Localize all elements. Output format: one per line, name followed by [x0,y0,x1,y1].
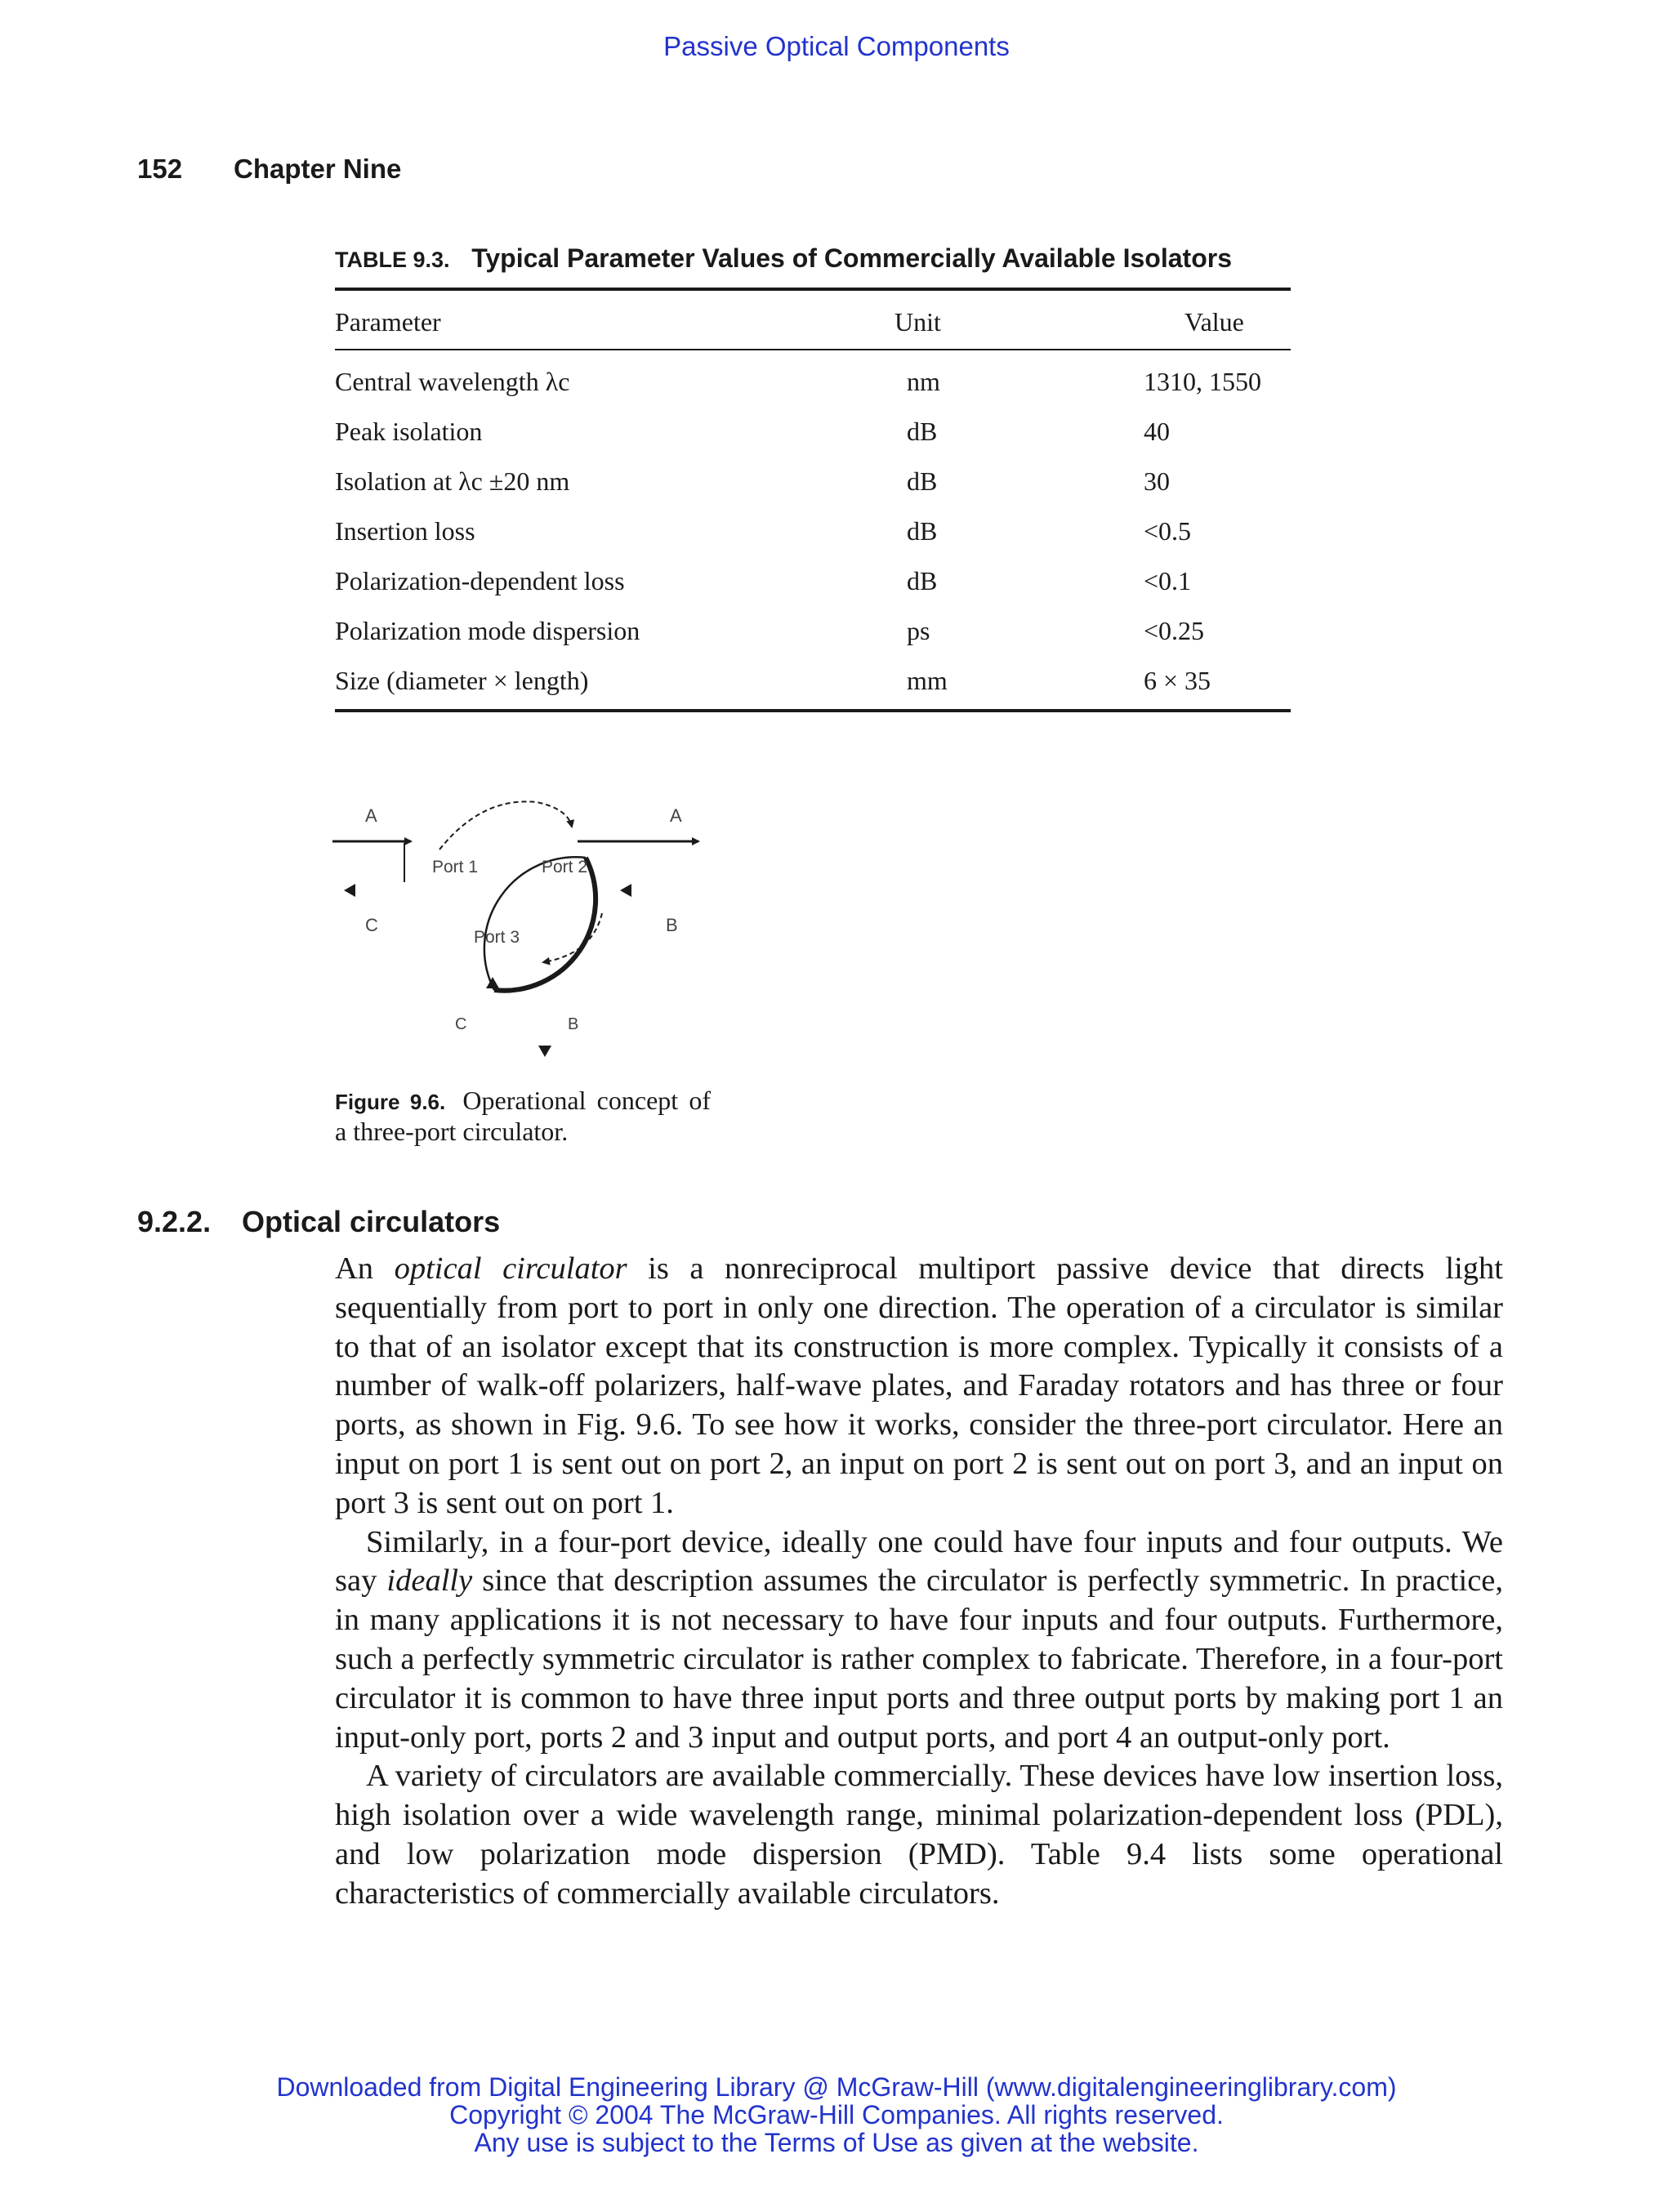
cell-value: <0.25 [1144,616,1205,645]
footer-terms: Any use is subject to the Terms of Use as given at the website. [474,2128,1199,2157]
table-title: Typical Parameter Values of Commercially Available Isolators [471,243,1232,273]
section-title: Optical circulators [242,1205,501,1238]
label-port1: Port 1 [432,858,479,876]
figure-caption-text: Operational concept of a three-port circulator. [335,1086,711,1147]
cell-unit: dB [907,516,938,546]
column-header-value: Value [1144,289,1291,350]
return-arrow-right-icon [620,884,631,897]
figure-caption [335,1085,711,1148]
circulator-diagram [323,760,715,1070]
footer-copyright: Copyright © 2004 The McGraw-Hill Companies. All rights reserved. [449,2100,1224,2129]
p2-text-rest: since that description assumes the circulator is perfectly symmetric. In practice, in many applications it is not necessary to have four inputs and four outputs. Furthermore, such a perfectly symmetric circulator is rather complex to fabricate. Therefore, in a four-port circulator it is common to have three input ports and three output ports by making port 1 an input-only port, ports 2 and 3 input and output ports, and port 4 an output-only port. [335,1563,1503,1755]
cell-parameter: Peak isolation [335,417,483,446]
label-port2: Port 2 [542,858,588,876]
cell-value: <0.5 [1144,516,1192,546]
return-arrow-left-icon [344,884,355,897]
body-text [335,1250,1503,1914]
p2-text-start: Similarly, in a four-port device, ideally one could have four inputs and four outputs. We say [335,1524,1503,1599]
table-label: TABLE 9.3. [335,248,450,272]
p1-emphasis: optical circulator [394,1251,627,1286]
cell-value: 1310, 1550 [1144,367,1261,396]
table-row [335,407,1291,457]
column-header-unit: Unit [894,289,1144,350]
cell-parameter: Central wavelength λc [335,367,570,396]
column-header-parameter: Parameter [335,289,894,350]
circulator-ring-thin-arc [484,857,586,990]
paragraph-2 [335,1523,1503,1758]
p1-text-rest: is a nonreciprocal multiport passive device that directs light sequentially from port to port in only one direction. The operation of a circulator is similar to that of an isolator except that its construction is more complex. Typically it consists of a number of walk-off polarizers, half-wave plates, and Faraday rotators and has three or four ports, as shown in Fig. 9.6. To see how it works, consider the three-port circulator. Here an input on port 1 is sent out on port 2, an input on port 2 is sent out on port 3, and an input on port 3 is sent out on port 1. [335,1251,1504,1520]
routing-arrow-port1-to-port2 [439,801,572,850]
table-row [335,457,1291,506]
port3-up-arrow-icon [486,977,499,988]
cell-value: <0.1 [1144,566,1192,595]
paragraph-3: A variety of circulators are available commercially. These devices have low insertion loss, high isolation over a wide wavelength range, minimal polarization-dependent loss (PDL), and low polarization mode dispersion (PMD). Table 9.4 lists some operational characteristics of commercially available circulators. [335,1759,1503,1911]
cell-unit: dB [907,566,938,595]
circulator-ring-thick-arc [494,858,596,991]
section-number: 9.2.2. [137,1205,212,1238]
cell-value: 40 [1144,417,1170,446]
cell-unit: nm [907,367,940,396]
label-c-bottom: C [455,1015,467,1033]
table-row [335,350,1291,407]
table-header-row [335,289,1291,350]
label-b-bottom: B [568,1015,579,1033]
cell-unit: mm [894,656,1144,711]
table-row [335,656,1291,711]
p2-emphasis: ideally [386,1563,473,1599]
cell-unit: dB [907,417,938,446]
cell-parameter: Insertion loss [335,516,475,546]
page-header [137,154,401,185]
footer [0,2073,1673,2156]
table-caption [335,243,1291,274]
cell-parameter: Isolation at λc ±20 nm [335,466,570,496]
cell-value: 6 × 35 [1144,656,1291,711]
p1-text-start: An [335,1251,395,1286]
label-port3: Port 3 [474,928,520,947]
table-row [335,506,1291,556]
table-row [335,556,1291,606]
figure-label: Figure 9.6. [335,1090,446,1114]
section-heading [137,1205,500,1239]
cell-parameter: Polarization mode dispersion [335,616,640,645]
label-a-left: A [365,805,377,826]
paragraph-1 [335,1250,1503,1523]
cell-unit: dB [907,466,938,496]
label-c-left: C [365,915,378,935]
parameter-table [335,288,1291,712]
cell-parameter: Size (diameter × length) [335,656,894,711]
cell-value: 30 [1144,466,1170,496]
footer-download-link[interactable]: Downloaded from Digital Engineering Library @ McGraw-Hill (www.digitalengineeringlibrary.com) [276,2072,1397,2102]
cell-unit: ps [907,616,930,645]
chapter-title: Chapter Nine [234,154,402,184]
page-number: 152 [137,154,183,184]
label-b-right: B [666,915,678,935]
port3-down-arrow-icon [538,1046,551,1057]
label-a-right: A [670,805,682,826]
table-row [335,606,1291,656]
cell-parameter: Polarization-dependent loss [335,566,625,595]
running-header: Passive Optical Components [663,31,1010,61]
